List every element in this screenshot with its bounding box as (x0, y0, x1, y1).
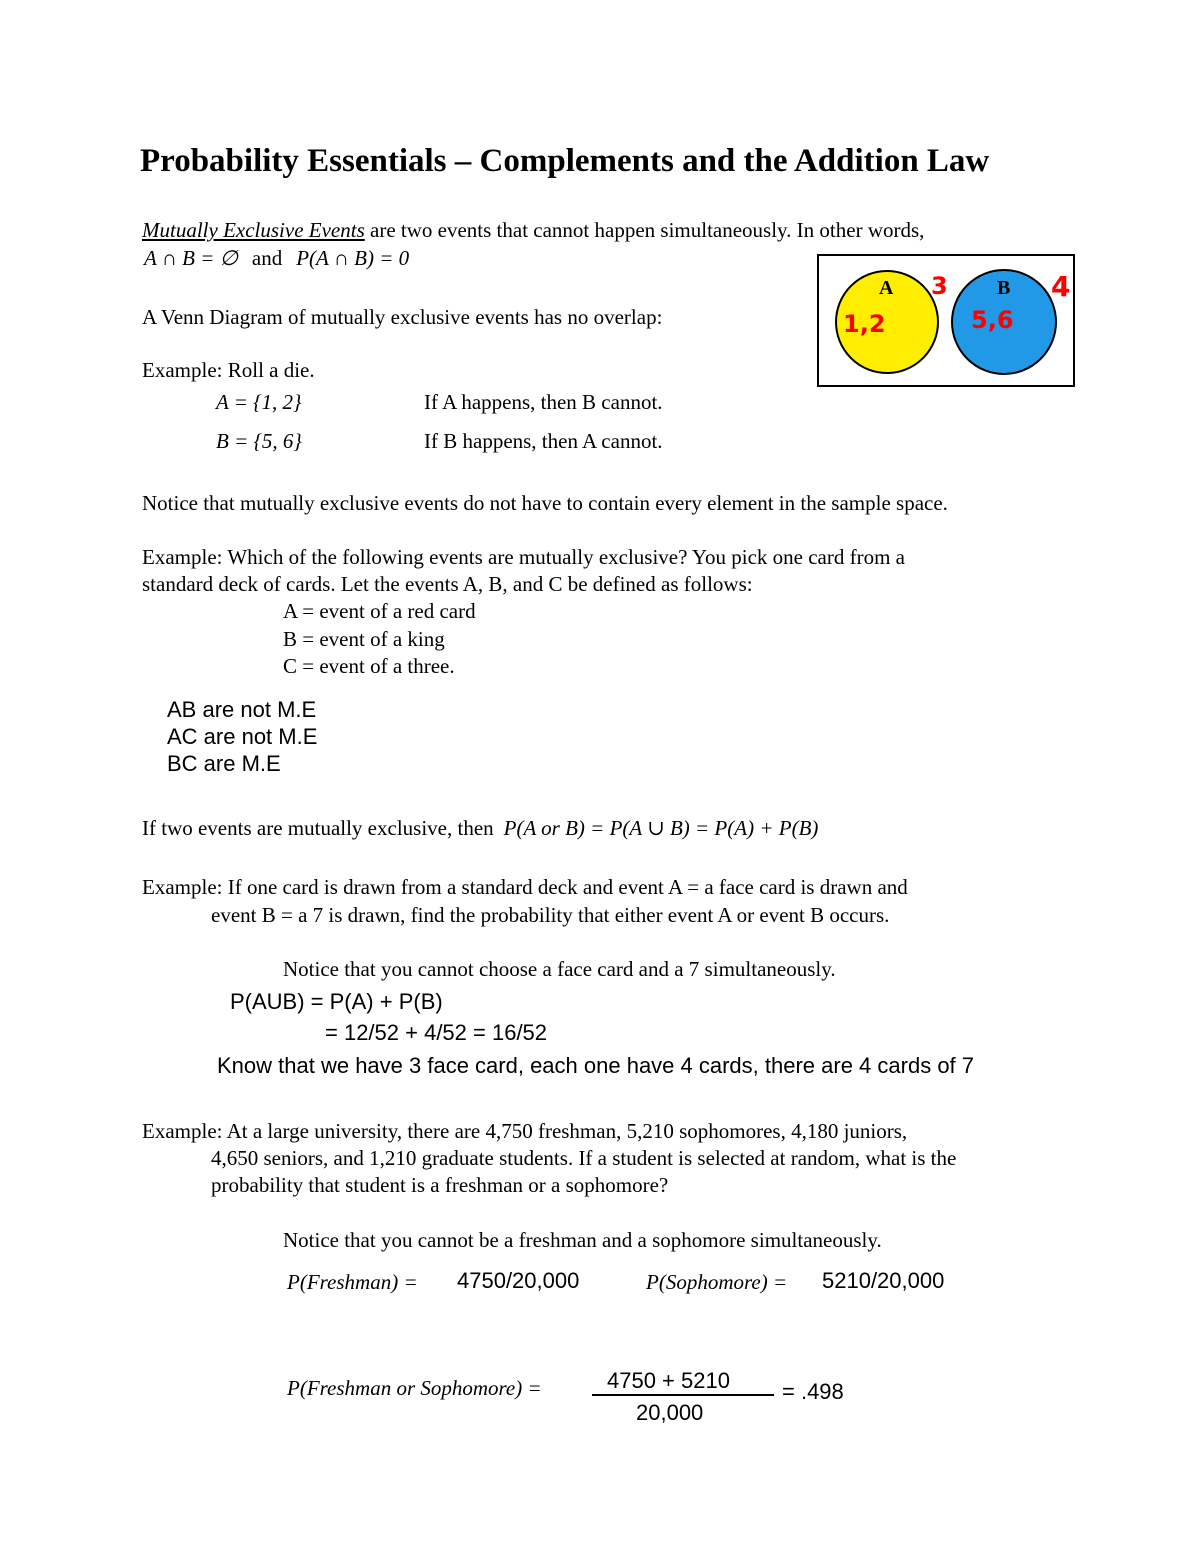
definition-term: Mutually Exclusive Events (142, 218, 365, 242)
event-b-definition: B = event of a king (283, 627, 445, 651)
definition-formulas (144, 246, 409, 271)
venn-description: A Venn Diagram of mutually exclusive events has no overlap: (142, 305, 663, 329)
example3-line1: Example: If one card is drawn from a standard deck and event A = a face card is drawn and (142, 875, 908, 899)
example3-notice: Notice that you cannot choose a face card and a 7 simultaneously. (283, 957, 836, 981)
definition-text: are two events that cannot happen simultaneously. In other words, (364, 218, 925, 242)
notice-sample-space: Notice that mutually exclusive events do not have to contain every element in the sample space. (142, 491, 948, 515)
intersection-empty-formula: A ∩ B = ∅ (144, 246, 238, 270)
and-word: and (251, 246, 283, 270)
probability-zero-formula: P(A ∩ B) = 0 (296, 246, 410, 270)
hand-element-outside: 4 (1051, 270, 1071, 303)
hand-elements-a: 1,2 (843, 310, 886, 338)
hand-element-between: 3 (931, 272, 948, 300)
fraction-denominator: 20,000 (636, 1400, 704, 1425)
answer-bc: BC are M.E (167, 751, 281, 776)
fraction-numerator: 4750 + 5210 (607, 1368, 730, 1393)
final-result: = .498 (782, 1379, 844, 1404)
example2-line2: standard deck of cards. Let the events A, B, and C be defined as follows: (142, 572, 753, 596)
p-freshman-value: 4750/20,000 (457, 1268, 580, 1293)
definition-line (142, 218, 924, 243)
p-freshman-label: P(Freshman) = (287, 1270, 418, 1294)
example4-line2: 4,650 seniors, and 1,210 graduate students. If a student is selected at random, what is the (211, 1146, 957, 1170)
set-a: A = {1, 2} (216, 390, 302, 414)
set-b-note: If B happens, then A cannot. (424, 429, 663, 453)
example2-line1: Example: Which of the following events are mutually exclusive? You pick one card from a (142, 545, 905, 569)
example3-line2: event B = a 7 is drawn, find the probability that either event A or event B occurs. (211, 903, 890, 927)
label-a: A (879, 277, 894, 299)
set-b: B = {5, 6} (216, 429, 302, 453)
example3-work2: = 12/52 + 4/52 = 16/52 (325, 1020, 548, 1045)
event-a-definition: A = event of a red card (283, 599, 476, 623)
example4-line1: Example: At a large university, there are 4,750 freshman, 5,210 sophomores, 4,180 juniors, (142, 1119, 908, 1143)
example3-explanation: Know that we have 3 face card, each one have 4 cards, there are 4 cards of 7 (217, 1053, 975, 1078)
example4-notice: Notice that you cannot be a freshman and a sophomore simultaneously. (283, 1228, 882, 1252)
venn-diagram (817, 254, 1075, 387)
p-sophomore-value: 5210/20,000 (822, 1268, 945, 1293)
answer-ab: AB are not M.E (167, 697, 317, 722)
page-title: Probability Essentials – Complements and the Addition Law (140, 143, 990, 179)
example4-line3: probability that student is a freshman or a sophomore? (211, 1173, 669, 1197)
example1-intro: Example: Roll a die. (142, 358, 315, 382)
addition-rule (142, 816, 818, 841)
event-c-definition: C = event of a three. (283, 654, 455, 678)
label-b: B (997, 277, 1011, 299)
fraction-bar (592, 1394, 774, 1396)
set-a-note: If A happens, then B cannot. (424, 390, 663, 414)
addition-rule-text: If two events are mutually exclusive, then (142, 816, 494, 840)
p-sophomore-label: P(Sophomore) = (646, 1270, 788, 1294)
answer-ac: AC are not M.E (167, 724, 318, 749)
example3-work1: P(AUB) = P(A) + P(B) (230, 989, 443, 1014)
addition-rule-formula: P(A or B) = P(A ∪ B) = P(A) + P(B) (503, 816, 819, 840)
p-freshman-or-sophomore-label: P(Freshman or Sophomore) = (287, 1376, 542, 1400)
hand-elements-b: 5,6 (971, 306, 1014, 334)
venn-svg (819, 256, 1073, 385)
